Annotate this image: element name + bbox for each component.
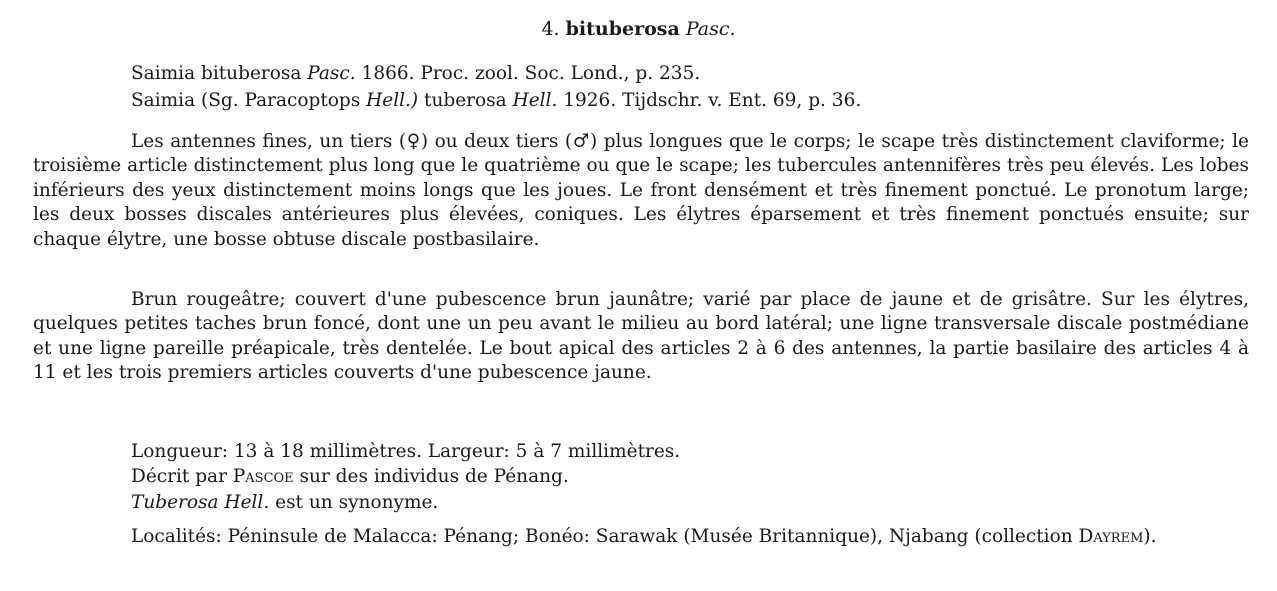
species-number: 4. [541,18,560,40]
described-by-line: Décrit par Pascoe sur des individus de Pénang. [131,466,569,487]
synonym-line-2: Saimia (Sg. Paracoptops Hell.) tuberosa Hell. 1926. Tijdschr. v. Ent. 69, p. 36. [131,90,862,111]
description-paragraph-morphology: Les antennes fines, un tiers (♀) ou deux tiers (♂) plus longues que le corps; le scape très distinctement claviforme; le troisième article distinctement plus long que le quatrième ou que le scape; les tubercules antennifères très peu élevés. Les lobes inférieurs des yeux distinctement moins longs que les joues. Le front densément et très finement ponctué. Le pronotum large; les deux bosses discales antérieures plus élevées, coniques. Les élytres éparsement et très finement ponctués ensuite; sur chaque élytre, une bosse obtuse discale postbasilaire. [33,131,1249,250]
synonym-note-line: Tuberosa Hell. est un synonyme. [131,492,439,513]
species-name: bituberosa [565,18,680,40]
synonym-line-1: Saimia bituberosa Pasc. 1866. Proc. zool. Soc. Lond., p. 235. [131,63,701,84]
species-heading [0,16,1277,42]
localities-paragraph: Localités: Péninsule de Malacca: Pénang; Bonéo: Sarawak (Musée Britannique), Njabang (collection Dayrem). [131,526,1157,547]
description-paragraph-coloration: Brun rougeâtre; couvert d'une pubescence brun jaunâtre; varié par place de jaune et de grisâtre. Sur les élytres, quelques petites taches brun foncé, dont une un peu avant le milieu au bord latéral; une ligne transversale discale postmédiane et une ligne pareille préapicale, très dentelée. Le bout apical des articles 2 à 6 des antennes, la partie basilaire des articles 4 à 11 et les trois premiers articles couverts d'une pubescence jaune. [33,289,1249,384]
species-author: Pasc. [685,18,736,40]
dimensions-line: Longueur: 13 à 18 millimètres. Largeur: 5 à 7 millimètres. [131,441,681,462]
